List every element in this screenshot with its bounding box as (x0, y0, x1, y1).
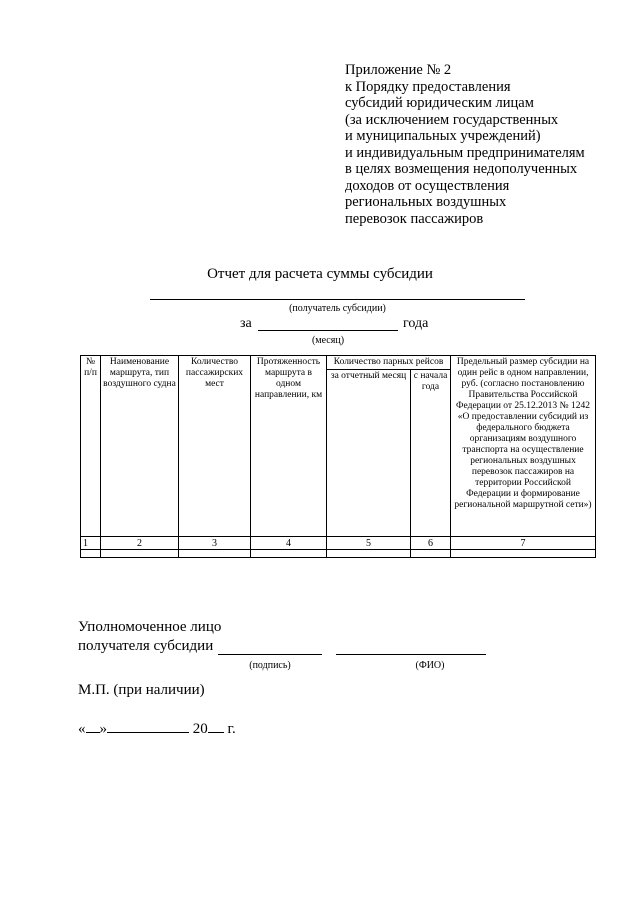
signature-field-line[interactable] (218, 653, 322, 655)
appendix-line: Приложение № 2 (345, 62, 452, 78)
appendix-line: к Порядку предоставления (345, 78, 511, 95)
header-cell-route: Наименование маршрута, тип воздушного судна (101, 356, 179, 537)
table-column-numbers-row (81, 537, 596, 550)
date-open-quote: « (78, 721, 86, 737)
appendix-line: перевозок пассажиров (345, 210, 484, 227)
header-cell-length: Протяженность маршрута в одном направлении, км (251, 356, 327, 537)
date-row (78, 718, 236, 738)
appendix-line: и муниципальных учреждений) (345, 128, 541, 144)
column-number-cell: 7 (451, 537, 596, 550)
seal-label: М.П. (при наличии) (78, 682, 205, 698)
report-table (80, 355, 596, 558)
header-cell-subsidy: Предельный размер субсидии на один рейс в одном направлении, руб. (согласно постановлению Правительства Российской Федерации от 25.12.2013 № 1242 «О предоставлении субсидий из федерального бюджета организациям воздушного транспорта на осуществление региональных воздушных перевозок пассажиров на территории Российской Федерации и формирование региональной маршрутной сети») (451, 356, 596, 537)
appendix-header (345, 62, 585, 227)
column-number-cell: 3 (179, 537, 251, 550)
name-caption: (ФИО) (415, 660, 445, 671)
year-field-line[interactable] (208, 718, 224, 733)
header-cell-month: за отчетный месяц (327, 370, 411, 537)
table-cell[interactable] (411, 550, 451, 558)
month-date-field-line[interactable] (107, 718, 189, 733)
period-prefix: за (240, 316, 252, 331)
appendix-line: в целях возмещения недополученных (345, 161, 578, 177)
table-cell[interactable] (101, 550, 179, 558)
month-field-line[interactable] (258, 330, 398, 331)
appendix-line: и индивидуальным предпринимателям (345, 144, 585, 161)
recipient-caption: (получатель субсидии) (289, 303, 386, 314)
recipient-field-line[interactable] (150, 298, 525, 300)
column-number-cell: 4 (251, 537, 327, 550)
table-cell[interactable] (451, 550, 596, 558)
appendix-line: доходов от осуществления (345, 177, 510, 194)
date-close-quote: » (99, 721, 107, 737)
column-number-cell: 1 (81, 537, 101, 550)
signature-caption: (подпись) (249, 660, 291, 671)
day-field-line[interactable] (86, 718, 100, 733)
table-cell[interactable] (251, 550, 327, 558)
year-suffix: г. (227, 721, 236, 737)
table-cell[interactable] (179, 550, 251, 558)
appendix-line: региональных воздушных (345, 194, 507, 210)
header-cell-ytd: с начала года (411, 370, 451, 537)
header-cell-seats: Количество пассажирских мест (179, 356, 251, 537)
signature-block (78, 618, 445, 671)
header-cell-flights-group: Количество парных рейсов (327, 356, 451, 370)
signature-label-line1: Уполномоченное лицо (78, 619, 222, 635)
signature-label-line2: получателя субсидии (78, 638, 214, 654)
column-number-cell: 6 (411, 537, 451, 550)
table-row (81, 550, 596, 558)
table-cell[interactable] (81, 550, 101, 558)
table-header-row (81, 356, 596, 370)
table-cell[interactable] (327, 550, 411, 558)
period-suffix: года (403, 316, 429, 331)
header-cell-number: № п/п (81, 356, 101, 537)
report-title: Отчет для расчета суммы субсидии (207, 266, 433, 282)
column-number-cell: 5 (327, 537, 411, 550)
appendix-line: (за исключением государственных (345, 111, 559, 128)
name-field-line[interactable] (336, 653, 486, 655)
appendix-line: субсидий юридическим лицам (345, 95, 534, 111)
column-number-cell: 2 (101, 537, 179, 550)
year-prefix: 20 (192, 721, 208, 737)
month-caption: (месяц) (311, 335, 345, 346)
